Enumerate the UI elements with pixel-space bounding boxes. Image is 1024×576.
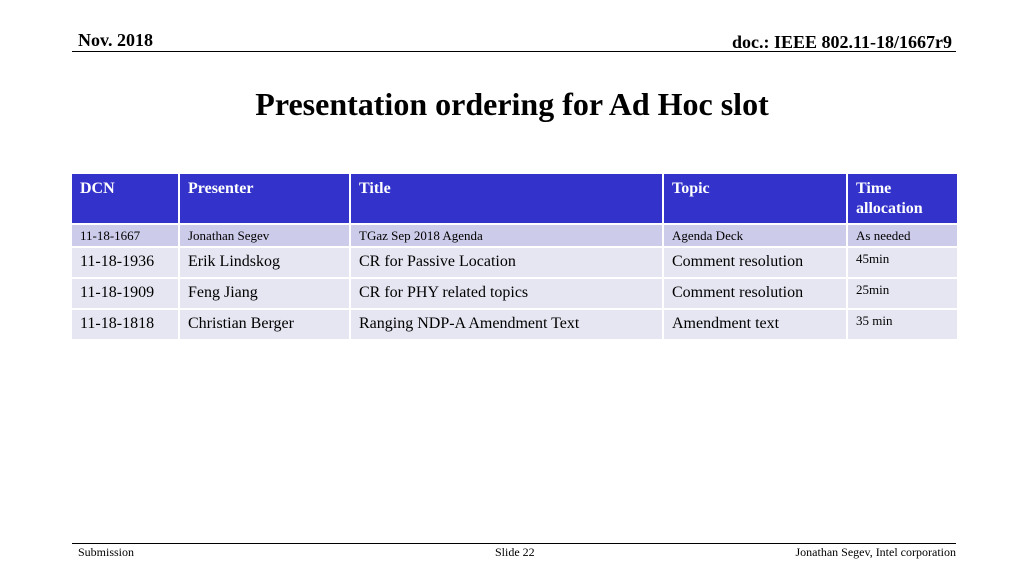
cell-presenter: Jonathan Segev	[179, 224, 350, 247]
column-header-topic: Topic	[663, 173, 847, 224]
slide-number: Slide 22	[495, 545, 535, 559]
table-header-row	[71, 173, 958, 224]
document-id: doc.: IEEE 802.11-18/1667r9	[731, 32, 952, 52]
cell-dcn: 11-18-1936	[71, 247, 179, 278]
footer-divider	[72, 543, 956, 544]
presentation-order-table	[70, 172, 959, 341]
table-row	[71, 224, 958, 247]
cell-dcn: 11-18-1667	[71, 224, 179, 247]
cell-dcn: 11-18-1818	[71, 309, 179, 340]
cell-title: TGaz Sep 2018 Agenda	[350, 224, 663, 247]
cell-time: As needed	[847, 224, 958, 247]
header-divider	[72, 51, 956, 52]
column-header-dcn: DCN	[71, 173, 179, 224]
slide-title: Presentation ordering for Ad Hoc slot	[255, 86, 769, 122]
column-header-title: Title	[350, 173, 663, 224]
cell-presenter: Feng Jiang	[179, 278, 350, 309]
cell-time: 25min	[847, 278, 958, 309]
cell-time: 45min	[847, 247, 958, 278]
header-date: Nov. 2018	[78, 30, 154, 50]
cell-dcn: 11-18-1909	[71, 278, 179, 309]
footer-author: Jonathan Segev, Intel corporation	[795, 545, 956, 559]
cell-presenter: Christian Berger	[179, 309, 350, 340]
cell-topic: Agenda Deck	[663, 224, 847, 247]
cell-title: CR for Passive Location	[350, 247, 663, 278]
cell-time: 35 min	[847, 309, 958, 340]
column-header-time-allocation: Time allocation	[847, 173, 958, 224]
cell-topic: Amendment text	[663, 309, 847, 340]
cell-topic: Comment resolution	[663, 247, 847, 278]
table-row	[71, 309, 958, 340]
table-row	[71, 247, 958, 278]
footer-submission: Submission	[78, 545, 135, 559]
cell-title: Ranging NDP-A Amendment Text	[350, 309, 663, 340]
column-header-presenter: Presenter	[179, 173, 350, 224]
cell-topic: Comment resolution	[663, 278, 847, 309]
cell-title: CR for PHY related topics	[350, 278, 663, 309]
table-row	[71, 278, 958, 309]
cell-presenter: Erik Lindskog	[179, 247, 350, 278]
